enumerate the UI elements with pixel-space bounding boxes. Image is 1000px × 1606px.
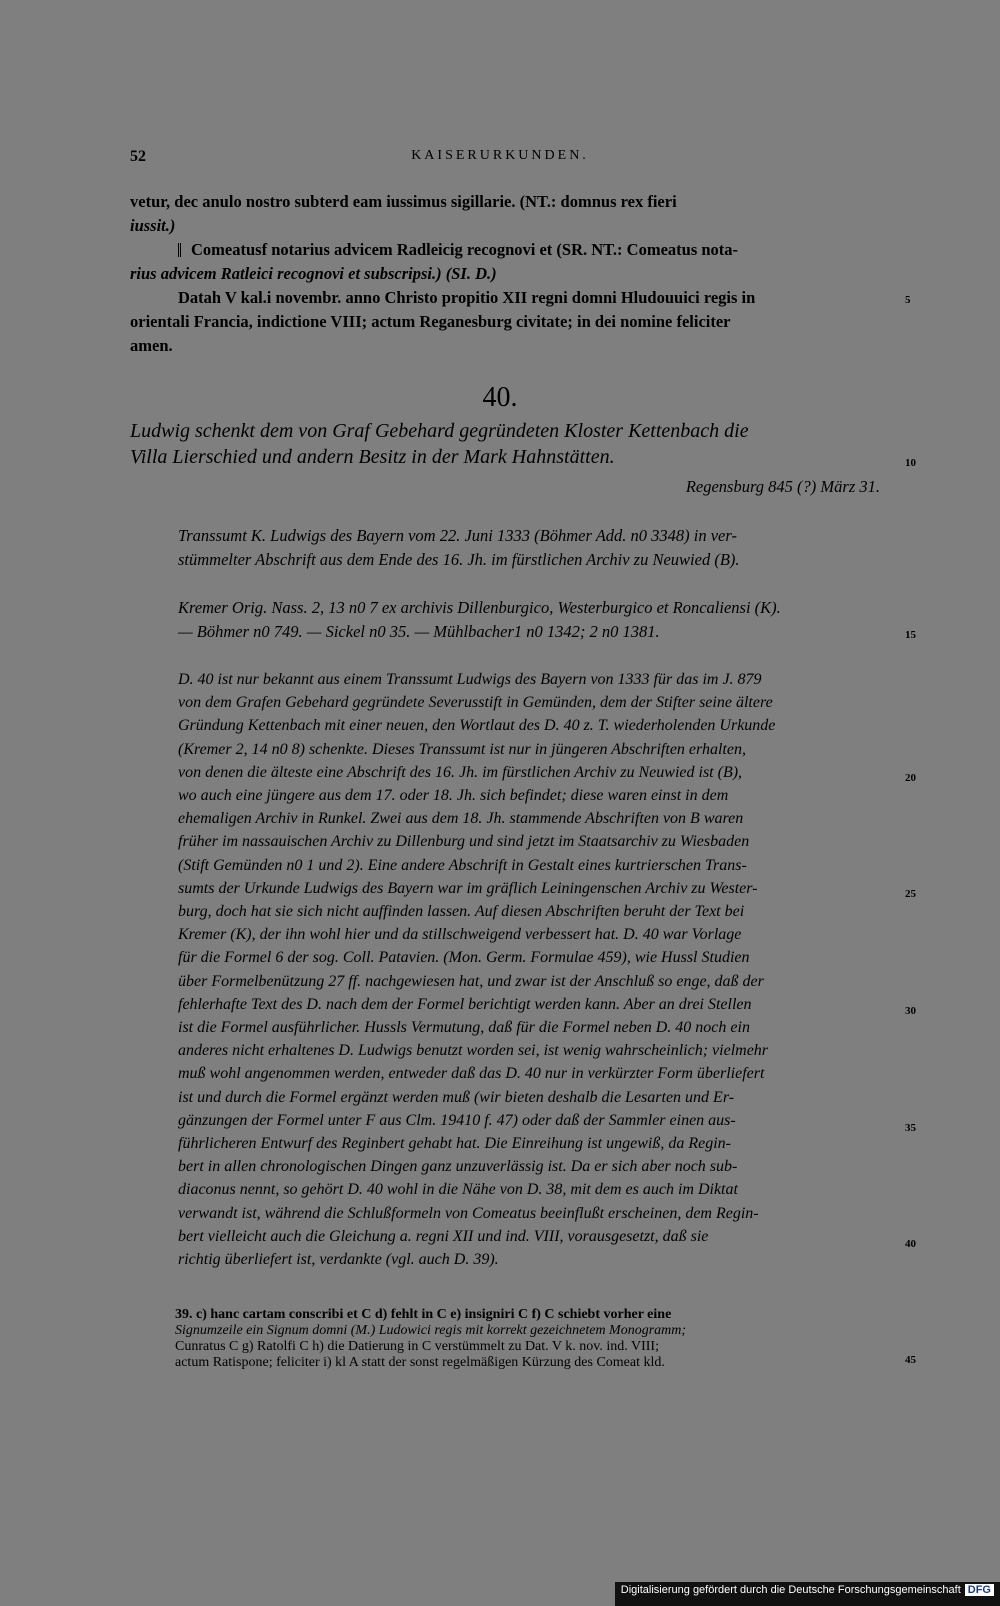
- text-line: sumts der Urkunde Ludwigs des Bayern war im gräflich Leiningenschen Archiv zu Wester-: [178, 879, 758, 897]
- text-line: für die Formel 6 der sog. Coll. Patavien. (Mon. Germ. Formulae 459), wie Hussl Studien: [178, 949, 750, 967]
- text-line: (Kremer 2, 14 n0 8) schenkte. Dieses Transsumt ist nur in jüngeren Abschriften erhalten,: [178, 740, 746, 758]
- text-line: Datah V kal.i novembr. anno Christo propitio XII regni domni Hludouuici regis in: [178, 288, 756, 307]
- text-line: — Böhmer n0 749. — Sickel n0 35. — Mühlbacher1 n0 1342; 2 n0 1381.: [178, 622, 660, 641]
- line-number: 20: [905, 772, 916, 784]
- text-line: muß wohl angenommen werden, entweder daß das D. 40 nur in verkürzter Form überliefert: [178, 1065, 765, 1083]
- text-line: Kremer (K), der ihn wohl hier und da stillschweigend verbessert hat. D. 40 war Vorlage: [178, 926, 742, 944]
- text-line: gänzungen der Formel unter F aus Clm. 19410 f. 47) oder daß der Sammler einen aus-: [178, 1111, 736, 1129]
- text-line: wo auch eine jüngere aus dem 17. oder 18. Jh. sich befindet; diese waren einst in dem: [178, 787, 729, 805]
- date-place: Regensburg 845 (?) März 31.: [685, 477, 880, 496]
- text-line: iussit.): [130, 216, 176, 235]
- text-line: bert in allen chronologischen Dingen ganz unzuverlässig ist. Da er sich aber noch sub-: [178, 1158, 738, 1176]
- text-line: von denen die älteste eine Abschrift des 16. Jh. im fürstlichen Archiv zu Neuwied ist (B),: [178, 763, 743, 781]
- line-number: 45: [905, 1354, 916, 1366]
- editions-note: [178, 596, 898, 644]
- text-line: verwandt ist, während die Schlußformeln von Comeatus beeinflußt erscheinen, dem Regin-: [178, 1204, 759, 1222]
- footnote-line: actum Ratispone; feliciter i) kl A statt der sonst regelmäßigen Kürzung des Comeat kld.: [175, 1355, 665, 1370]
- text-line: vetur, dec anulo nostro subterd eam iussimus sigillarie. (NT.: domnus rex fieri: [130, 192, 677, 211]
- text-line: bert vielleicht auch die Gleichung a. regni XII und ind. VIII, vorausgesetzt, daß sie: [178, 1227, 709, 1245]
- rubric-line: Ludwig schenkt dem von Graf Gebehard gegründeten Kloster Kettenbach die: [130, 420, 749, 442]
- text-line: Kremer Orig. Nass. 2, 13 n0 7 ex archivis Dillenburgico, Westerburgico et Roncaliensi (K).: [178, 598, 781, 617]
- text-line: früher im nassauischen Archiv zu Dillenburg und sind jetzt im Staatsarchiv zu Wiesbaden: [178, 833, 750, 851]
- dfg-logo: DFG: [965, 1584, 994, 1596]
- text-line: richtig überliefert ist, verdankte (vgl. auch D. 39).: [178, 1251, 499, 1269]
- line-number: 10: [905, 457, 916, 469]
- text-line: rius advicem Ratleici recognovi et subscripsi.) (SI. D.): [130, 264, 497, 283]
- text-line: Gründung Kettenbach mit einer neuen, den Wortlaut des D. 40 z. T. wiederholenden Urkunde: [178, 717, 776, 735]
- page-number: 52: [130, 148, 146, 165]
- line-number: 30: [905, 1005, 916, 1017]
- text-line: führlicheren Entwurf des Reginbert gehabt hat. Die Einreihung ist ungewiß, da Regin-: [178, 1135, 731, 1153]
- text-line: diaconus nennt, so gehört D. 40 wohl in die Nähe von D. 38, mit dem es auch im Diktat: [178, 1181, 738, 1199]
- line-number: 5: [905, 294, 911, 306]
- chrismon-mark-icon: [178, 243, 187, 257]
- text-line: Transsumt K. Ludwigs des Bayern vom 22. Juni 1333 (Böhmer Add. n0 3348) in ver-: [178, 526, 737, 545]
- footnote-line: Cunratus C g) Ratolfi C h) die Datierung in C verstümmelt zu Dat. V k. nov. ind. VIII;: [175, 1339, 659, 1354]
- running-title: KAISERURKUNDEN.: [411, 148, 589, 163]
- line-number: 40: [905, 1238, 916, 1250]
- footer-text: Digitalisierung gefördert durch die Deutsche Forschungsgemeinschaft: [620, 1584, 961, 1596]
- text-line: D. 40 ist nur bekannt aus einem Transsumt Ludwigs des Bayern von 1333 für das im J. 879: [178, 671, 762, 688]
- text-line: über Formelbenützung 27 ff. nachgewiesen hat, und zwar ist der Anschluß so enge, daß der: [178, 972, 764, 990]
- document-number: 40.: [482, 382, 518, 413]
- dfg-footer: [615, 1582, 1000, 1606]
- text-line: Comeatusf notarius advicem Radleicig recognovi et (SR. NT.: Comeatus nota-: [191, 240, 739, 259]
- line-number: 35: [905, 1122, 916, 1134]
- text-line: (Stift Gemünden n0 1 und 2). Eine andere Abschrift in Gestalt eines kurtrierschen Trans-: [178, 856, 747, 874]
- document-rubric: [130, 418, 895, 470]
- footnote-line: 39. c) hanc cartam conscribi et C d) fehlt in C e) insigniri C f) C schiebt vorher eine: [175, 1307, 672, 1322]
- line-number: 15: [905, 629, 916, 641]
- text-line: ist und durch die Formel ergänzt werden muß (wir bieten deshalb die Lesarten und Er-: [178, 1088, 735, 1106]
- text-line: orientali Francia, indictione VIII; actum Reganesburg civitate; in dei nomine feliciter: [130, 312, 731, 331]
- transmission-note: [178, 524, 898, 572]
- text-line: ehemaligen Archiv in Runkel. Zwei aus dem 18. Jh. stammende Abschriften von B waren: [178, 810, 744, 828]
- text-line: stümmelter Abschrift aus dem Ende des 16. Jh. im fürstlichen Archiv zu Neuwied (B).: [178, 550, 740, 569]
- text-line: von dem Grafen Gebehard gegründete Severusstift in Gemünden, dem der Stifter seine ältere: [178, 694, 773, 712]
- text-line: amen.: [130, 336, 173, 355]
- rubric-line: Villa Lierschied und andern Besitz in der Mark Hahnstätten.: [130, 446, 615, 468]
- text-line: fehlerhafte Text des D. nach dem der Formel berichtigt werden kann. Aber an drei Stellen: [178, 995, 752, 1013]
- text-line: anderes nicht erhaltenes D. Ludwigs benutzt worden sei, ist wenig wahrscheinlich; vielmehr: [178, 1042, 769, 1060]
- line-number: 25: [905, 888, 916, 900]
- commentary: [178, 668, 898, 1271]
- previous-document-end: [130, 190, 895, 358]
- footnote-line: Signumzeile ein Signum domni (M.) Ludowici regis mit korrekt gezeichnetem Monogramm;: [175, 1323, 687, 1338]
- text-line: ist die Formel ausführlicher. Hussls Vermutung, daß für die Formel neben D. 40 noch ein: [178, 1019, 750, 1037]
- footnotes: [175, 1307, 900, 1371]
- text-line: burg, doch hat sie sich nicht auffinden lassen. Auf diesen Abschriften beruht der Text bei: [178, 903, 745, 921]
